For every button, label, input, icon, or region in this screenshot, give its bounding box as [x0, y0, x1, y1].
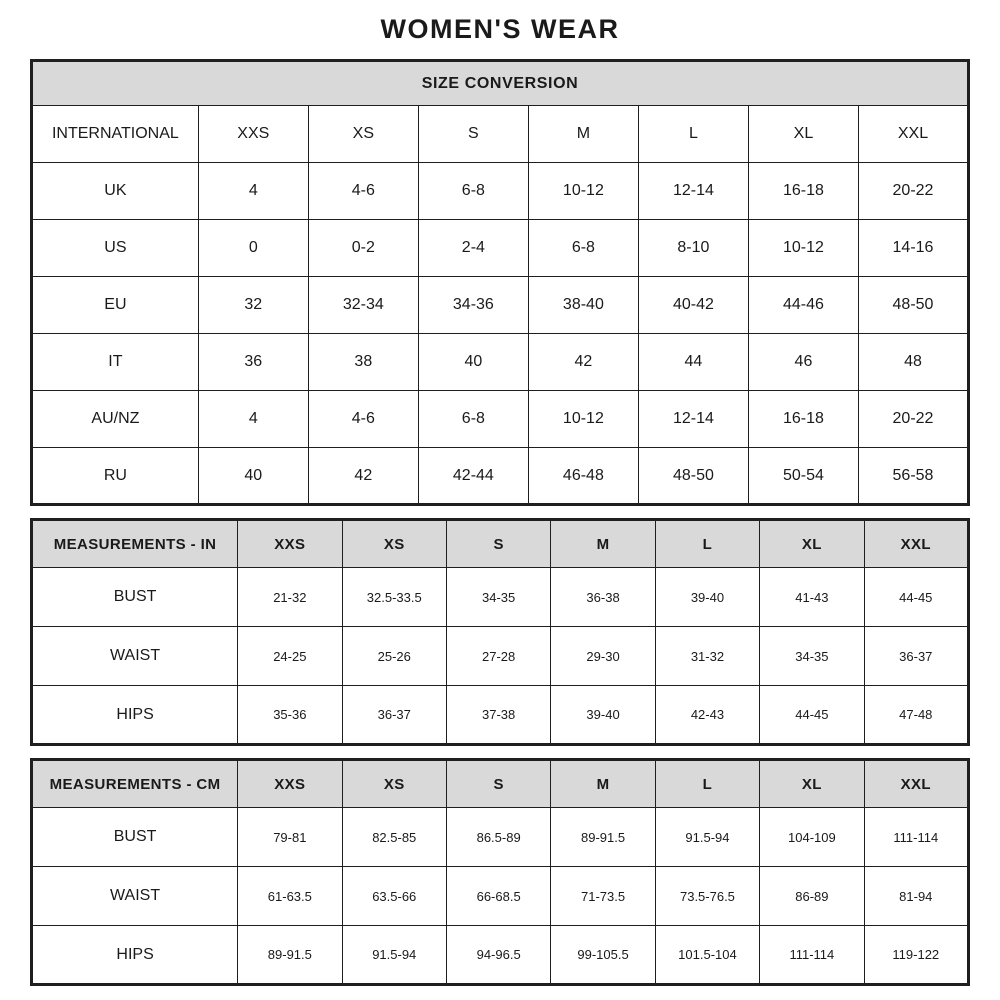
- value-cell: 104-109: [760, 808, 864, 867]
- value-cell: 44: [638, 334, 748, 391]
- measurements-in-table-body: [32, 520, 969, 745]
- value-cell: 34-36: [418, 277, 528, 334]
- row-label-cell: RU: [32, 448, 199, 505]
- value-cell: 91.5-94: [342, 926, 446, 985]
- value-cell: 40: [418, 334, 528, 391]
- value-cell: 89-91.5: [551, 808, 655, 867]
- value-cell: 42-44: [418, 448, 528, 505]
- measurements-cm-table-body: [32, 760, 969, 985]
- column-header-cell: M: [528, 106, 638, 163]
- value-cell: 38: [308, 334, 418, 391]
- value-cell: 48-50: [858, 277, 968, 334]
- table-row: [32, 926, 969, 985]
- value-cell: 4-6: [308, 391, 418, 448]
- table-title-row: [32, 61, 969, 106]
- value-cell: 16-18: [748, 163, 858, 220]
- table-row: [32, 220, 969, 277]
- value-cell: 0-2: [308, 220, 418, 277]
- value-cell: 41-43: [760, 568, 864, 627]
- value-cell: 101.5-104: [655, 926, 759, 985]
- header-label-cell: INTERNATIONAL: [32, 106, 199, 163]
- header-label-cell: MEASUREMENTS - CM: [32, 760, 238, 808]
- value-cell: 42: [528, 334, 638, 391]
- column-header-cell: L: [655, 520, 759, 568]
- value-cell: 0: [198, 220, 308, 277]
- value-cell: 91.5-94: [655, 808, 759, 867]
- value-cell: 46-48: [528, 448, 638, 505]
- value-cell: 32-34: [308, 277, 418, 334]
- row-label-cell: US: [32, 220, 199, 277]
- size-conversion-table-body: [32, 61, 969, 505]
- value-cell: 66-68.5: [446, 867, 550, 926]
- row-label-cell: IT: [32, 334, 199, 391]
- value-cell: 16-18: [748, 391, 858, 448]
- value-cell: 63.5-66: [342, 867, 446, 926]
- value-cell: 20-22: [858, 391, 968, 448]
- value-cell: 32: [198, 277, 308, 334]
- value-cell: 44-45: [760, 686, 864, 745]
- value-cell: 6-8: [528, 220, 638, 277]
- measurements-in-table: [30, 518, 970, 746]
- value-cell: 21-32: [238, 568, 342, 627]
- value-cell: 36-37: [864, 627, 968, 686]
- value-cell: 61-63.5: [238, 867, 342, 926]
- measurements-cm-table: [30, 758, 970, 986]
- value-cell: 48: [858, 334, 968, 391]
- column-header-cell: XXS: [198, 106, 308, 163]
- value-cell: 12-14: [638, 391, 748, 448]
- value-cell: 50-54: [748, 448, 858, 505]
- value-cell: 20-22: [858, 163, 968, 220]
- value-cell: 71-73.5: [551, 867, 655, 926]
- value-cell: 94-96.5: [446, 926, 550, 985]
- value-cell: 10-12: [748, 220, 858, 277]
- value-cell: 37-38: [446, 686, 550, 745]
- value-cell: 44-46: [748, 277, 858, 334]
- column-header-cell: S: [418, 106, 528, 163]
- row-label-cell: WAIST: [32, 867, 238, 926]
- value-cell: 40-42: [638, 277, 748, 334]
- value-cell: 81-94: [864, 867, 968, 926]
- value-cell: 42-43: [655, 686, 759, 745]
- value-cell: 40: [198, 448, 308, 505]
- table-header-row: [32, 106, 969, 163]
- column-header-cell: M: [551, 760, 655, 808]
- value-cell: 12-14: [638, 163, 748, 220]
- column-header-cell: S: [446, 520, 550, 568]
- column-header-cell: XXL: [864, 760, 968, 808]
- value-cell: 111-114: [864, 808, 968, 867]
- value-cell: 86-89: [760, 867, 864, 926]
- table-row: [32, 808, 969, 867]
- row-label-cell: WAIST: [32, 627, 238, 686]
- value-cell: 6-8: [418, 391, 528, 448]
- value-cell: 6-8: [418, 163, 528, 220]
- value-cell: 35-36: [238, 686, 342, 745]
- value-cell: 8-10: [638, 220, 748, 277]
- column-header-cell: XL: [760, 760, 864, 808]
- value-cell: 38-40: [528, 277, 638, 334]
- value-cell: 119-122: [864, 926, 968, 985]
- column-header-cell: L: [655, 760, 759, 808]
- value-cell: 39-40: [551, 686, 655, 745]
- value-cell: 47-48: [864, 686, 968, 745]
- value-cell: 36-37: [342, 686, 446, 745]
- column-header-cell: XXS: [238, 760, 342, 808]
- value-cell: 39-40: [655, 568, 759, 627]
- row-label-cell: BUST: [32, 808, 238, 867]
- column-header-cell: XS: [308, 106, 418, 163]
- column-header-cell: S: [446, 760, 550, 808]
- column-header-cell: XXL: [864, 520, 968, 568]
- value-cell: 24-25: [238, 627, 342, 686]
- value-cell: 89-91.5: [238, 926, 342, 985]
- size-conversion-table: [30, 59, 970, 506]
- table-row: [32, 163, 969, 220]
- row-label-cell: HIPS: [32, 686, 238, 745]
- row-label-cell: EU: [32, 277, 199, 334]
- value-cell: 29-30: [551, 627, 655, 686]
- value-cell: 32.5-33.5: [342, 568, 446, 627]
- value-cell: 4-6: [308, 163, 418, 220]
- table-header-row: [32, 520, 969, 568]
- value-cell: 44-45: [864, 568, 968, 627]
- value-cell: 27-28: [446, 627, 550, 686]
- value-cell: 46: [748, 334, 858, 391]
- header-label-cell: MEASUREMENTS - IN: [32, 520, 238, 568]
- value-cell: 48-50: [638, 448, 748, 505]
- column-header-cell: L: [638, 106, 748, 163]
- page-title: WOMEN'S WEAR: [380, 14, 620, 44]
- row-label-cell: BUST: [32, 568, 238, 627]
- value-cell: 25-26: [342, 627, 446, 686]
- table-row: [32, 334, 969, 391]
- value-cell: 34-35: [760, 627, 864, 686]
- value-cell: 56-58: [858, 448, 968, 505]
- value-cell: 10-12: [528, 163, 638, 220]
- value-cell: 42: [308, 448, 418, 505]
- value-cell: 34-35: [446, 568, 550, 627]
- table-row: [32, 627, 969, 686]
- table-row: [32, 448, 969, 505]
- value-cell: 82.5-85: [342, 808, 446, 867]
- value-cell: 79-81: [238, 808, 342, 867]
- value-cell: 99-105.5: [551, 926, 655, 985]
- value-cell: 86.5-89: [446, 808, 550, 867]
- value-cell: 4: [198, 163, 308, 220]
- row-label-cell: HIPS: [32, 926, 238, 985]
- row-label-cell: AU/NZ: [32, 391, 199, 448]
- column-header-cell: M: [551, 520, 655, 568]
- column-header-cell: XS: [342, 520, 446, 568]
- value-cell: 111-114: [760, 926, 864, 985]
- table-row: [32, 277, 969, 334]
- row-label-cell: UK: [32, 163, 199, 220]
- value-cell: 31-32: [655, 627, 759, 686]
- table-row: [32, 391, 969, 448]
- value-cell: 14-16: [858, 220, 968, 277]
- column-header-cell: XXS: [238, 520, 342, 568]
- value-cell: 10-12: [528, 391, 638, 448]
- value-cell: 36-38: [551, 568, 655, 627]
- column-header-cell: XL: [748, 106, 858, 163]
- column-header-cell: XS: [342, 760, 446, 808]
- value-cell: 73.5-76.5: [655, 867, 759, 926]
- value-cell: 4: [198, 391, 308, 448]
- table-header-row: [32, 760, 969, 808]
- table-title: SIZE CONVERSION: [32, 61, 969, 106]
- table-row: [32, 686, 969, 745]
- table-row: [32, 568, 969, 627]
- column-header-cell: XXL: [858, 106, 968, 163]
- value-cell: 36: [198, 334, 308, 391]
- value-cell: 2-4: [418, 220, 528, 277]
- column-header-cell: XL: [760, 520, 864, 568]
- table-row: [32, 867, 969, 926]
